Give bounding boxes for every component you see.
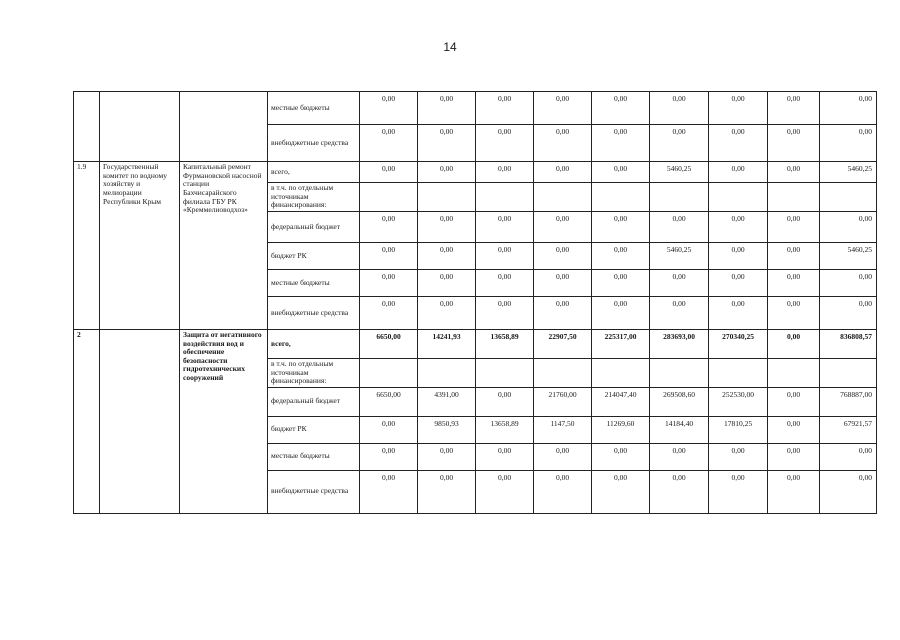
funding-table xyxy=(73,91,877,514)
value-cell: 6650,00 xyxy=(360,387,418,416)
value-cell: 0,00 xyxy=(534,296,592,329)
value-cell: 0,00 xyxy=(476,162,534,183)
value-cell: 0,00 xyxy=(820,470,877,513)
value-cell: 0,00 xyxy=(709,125,768,162)
value-cell: 768887,00 xyxy=(820,387,877,416)
value-cell xyxy=(476,183,534,212)
value-cell: 270340,25 xyxy=(709,329,768,358)
value-cell xyxy=(476,358,534,387)
value-cell: 0,00 xyxy=(592,92,650,125)
value-cell: 13658,89 xyxy=(476,329,534,358)
value-cell: 0,00 xyxy=(709,242,768,269)
value-cell: 0,00 xyxy=(476,269,534,296)
source-label: в т.ч. по отдельным источникам финансирования: xyxy=(268,183,360,212)
value-cell: 0,00 xyxy=(592,162,650,183)
value-cell: 0,00 xyxy=(360,269,418,296)
value-cell: 0,00 xyxy=(650,211,709,242)
source-label: внебюджетные средства xyxy=(268,470,360,513)
value-cell xyxy=(650,183,709,212)
value-cell: 0,00 xyxy=(418,443,476,470)
value-cell: 0,00 xyxy=(650,443,709,470)
value-cell: 6650,00 xyxy=(360,329,418,358)
page-number: 14 xyxy=(443,40,457,54)
value-cell: 0,00 xyxy=(360,296,418,329)
value-cell: 0,00 xyxy=(650,296,709,329)
value-cell: 0,00 xyxy=(418,92,476,125)
value-cell: 0,00 xyxy=(592,443,650,470)
value-cell: 0,00 xyxy=(820,269,877,296)
value-cell: 0,00 xyxy=(418,125,476,162)
row-index: 2 xyxy=(74,329,100,513)
value-cell: 5460,25 xyxy=(650,242,709,269)
value-cell: 0,00 xyxy=(476,211,534,242)
value-cell: 0,00 xyxy=(650,269,709,296)
value-cell: 0,00 xyxy=(820,211,877,242)
value-cell: 0,00 xyxy=(820,92,877,125)
value-cell: 21760,00 xyxy=(534,387,592,416)
value-cell: 22907,50 xyxy=(534,329,592,358)
value-cell: 0,00 xyxy=(768,387,820,416)
value-cell: 0,00 xyxy=(709,162,768,183)
value-cell: 67921,57 xyxy=(820,416,877,443)
source-label: местные бюджеты xyxy=(268,92,360,125)
value-cell: 0,00 xyxy=(709,211,768,242)
value-cell: 0,00 xyxy=(709,296,768,329)
value-cell: 0,00 xyxy=(360,92,418,125)
value-cell: 0,00 xyxy=(476,242,534,269)
value-cell: 283693,00 xyxy=(650,329,709,358)
value-cell: 0,00 xyxy=(592,296,650,329)
source-label: федеральный бюджет xyxy=(268,387,360,416)
value-cell: 0,00 xyxy=(768,329,820,358)
value-cell: 0,00 xyxy=(650,470,709,513)
value-cell: 0,00 xyxy=(418,296,476,329)
value-cell: 0,00 xyxy=(709,269,768,296)
value-cell: 0,00 xyxy=(476,92,534,125)
value-cell: 0,00 xyxy=(768,211,820,242)
value-cell xyxy=(592,183,650,212)
value-cell: 0,00 xyxy=(650,92,709,125)
value-cell xyxy=(418,358,476,387)
value-cell xyxy=(709,358,768,387)
value-cell: 0,00 xyxy=(534,92,592,125)
value-cell: 0,00 xyxy=(360,125,418,162)
value-cell: 0,00 xyxy=(534,269,592,296)
value-cell: 0,00 xyxy=(768,296,820,329)
value-cell: 0,00 xyxy=(709,92,768,125)
value-cell xyxy=(592,358,650,387)
table-body xyxy=(74,92,877,514)
row-index: 1.9 xyxy=(74,162,100,330)
value-cell: 0,00 xyxy=(476,296,534,329)
value-cell xyxy=(709,183,768,212)
value-cell: 0,00 xyxy=(360,242,418,269)
value-cell: 5460,25 xyxy=(820,162,877,183)
value-cell xyxy=(534,183,592,212)
value-cell: 0,00 xyxy=(534,443,592,470)
source-label: местные бюджеты xyxy=(268,443,360,470)
executor-cell: Государственный комитет по водному хозяйству и мелиорации Республики Крым xyxy=(100,162,180,330)
value-cell: 0,00 xyxy=(476,443,534,470)
value-cell: 0,00 xyxy=(534,470,592,513)
value-cell: 0,00 xyxy=(476,387,534,416)
measure-cell: Защита от негативного воздействия вод и обеспечение безопасности гидротехнических сооружений xyxy=(180,329,268,513)
value-cell: 0,00 xyxy=(418,242,476,269)
measure-cell xyxy=(180,92,268,162)
value-cell: 252530,00 xyxy=(709,387,768,416)
value-cell: 0,00 xyxy=(534,211,592,242)
value-cell: 0,00 xyxy=(360,162,418,183)
value-cell: 0,00 xyxy=(534,125,592,162)
value-cell xyxy=(650,358,709,387)
value-cell: 0,00 xyxy=(768,416,820,443)
value-cell: 0,00 xyxy=(592,269,650,296)
value-cell: 0,00 xyxy=(360,470,418,513)
measure-cell: Капитальный ремонт Фурмановской насосной станции Бахчисарайского филиала ГБУ РК «Креммелиоводхоз» xyxy=(180,162,268,330)
value-cell: 214047,40 xyxy=(592,387,650,416)
value-cell: 11269,60 xyxy=(592,416,650,443)
value-cell xyxy=(820,358,877,387)
value-cell: 5460,25 xyxy=(820,242,877,269)
value-cell: 0,00 xyxy=(768,470,820,513)
value-cell: 0,00 xyxy=(418,162,476,183)
source-label: в т.ч. по отдельным источникам финансирования: xyxy=(268,358,360,387)
value-cell: 0,00 xyxy=(768,92,820,125)
value-cell: 0,00 xyxy=(768,125,820,162)
value-cell xyxy=(418,183,476,212)
value-cell: 0,00 xyxy=(768,242,820,269)
table-row xyxy=(74,92,877,125)
value-cell: 1147,50 xyxy=(534,416,592,443)
value-cell: 0,00 xyxy=(820,296,877,329)
table-row xyxy=(74,162,877,183)
executor-cell xyxy=(100,329,180,513)
value-cell: 0,00 xyxy=(534,162,592,183)
value-cell: 0,00 xyxy=(709,443,768,470)
source-label: внебюджетные средства xyxy=(268,125,360,162)
value-cell: 0,00 xyxy=(768,443,820,470)
value-cell: 4391,00 xyxy=(418,387,476,416)
value-cell: 0,00 xyxy=(418,211,476,242)
value-cell: 0,00 xyxy=(592,125,650,162)
source-label: бюджет РК xyxy=(268,416,360,443)
value-cell: 836808,57 xyxy=(820,329,877,358)
value-cell: 0,00 xyxy=(418,470,476,513)
value-cell: 0,00 xyxy=(360,443,418,470)
value-cell: 13658,89 xyxy=(476,416,534,443)
value-cell: 0,00 xyxy=(360,416,418,443)
value-cell: 0,00 xyxy=(476,470,534,513)
source-label: федеральный бюджет xyxy=(268,211,360,242)
row-index xyxy=(74,92,100,162)
value-cell xyxy=(768,358,820,387)
value-cell: 0,00 xyxy=(418,269,476,296)
value-cell xyxy=(360,358,418,387)
value-cell xyxy=(820,183,877,212)
value-cell: 0,00 xyxy=(650,125,709,162)
value-cell: 17810,25 xyxy=(709,416,768,443)
value-cell xyxy=(360,183,418,212)
value-cell: 0,00 xyxy=(476,125,534,162)
value-cell: 269508,60 xyxy=(650,387,709,416)
value-cell: 14184,40 xyxy=(650,416,709,443)
executor-cell xyxy=(100,92,180,162)
table-row xyxy=(74,329,877,358)
value-cell: 5460,25 xyxy=(650,162,709,183)
value-cell: 225317,00 xyxy=(592,329,650,358)
source-label: местные бюджеты xyxy=(268,269,360,296)
value-cell: 0,00 xyxy=(768,162,820,183)
value-cell: 9850,93 xyxy=(418,416,476,443)
source-label: всего, xyxy=(268,329,360,358)
value-cell: 0,00 xyxy=(820,125,877,162)
value-cell: 0,00 xyxy=(768,269,820,296)
value-cell: 0,00 xyxy=(709,470,768,513)
value-cell: 0,00 xyxy=(592,470,650,513)
value-cell: 0,00 xyxy=(534,242,592,269)
source-label: бюджет РК xyxy=(268,242,360,269)
value-cell: 0,00 xyxy=(592,211,650,242)
source-label: всего, xyxy=(268,162,360,183)
value-cell: 0,00 xyxy=(820,443,877,470)
value-cell xyxy=(534,358,592,387)
value-cell: 14241,93 xyxy=(418,329,476,358)
source-label: внебюджетные средства xyxy=(268,296,360,329)
value-cell: 0,00 xyxy=(592,242,650,269)
value-cell: 0,00 xyxy=(360,211,418,242)
value-cell xyxy=(768,183,820,212)
